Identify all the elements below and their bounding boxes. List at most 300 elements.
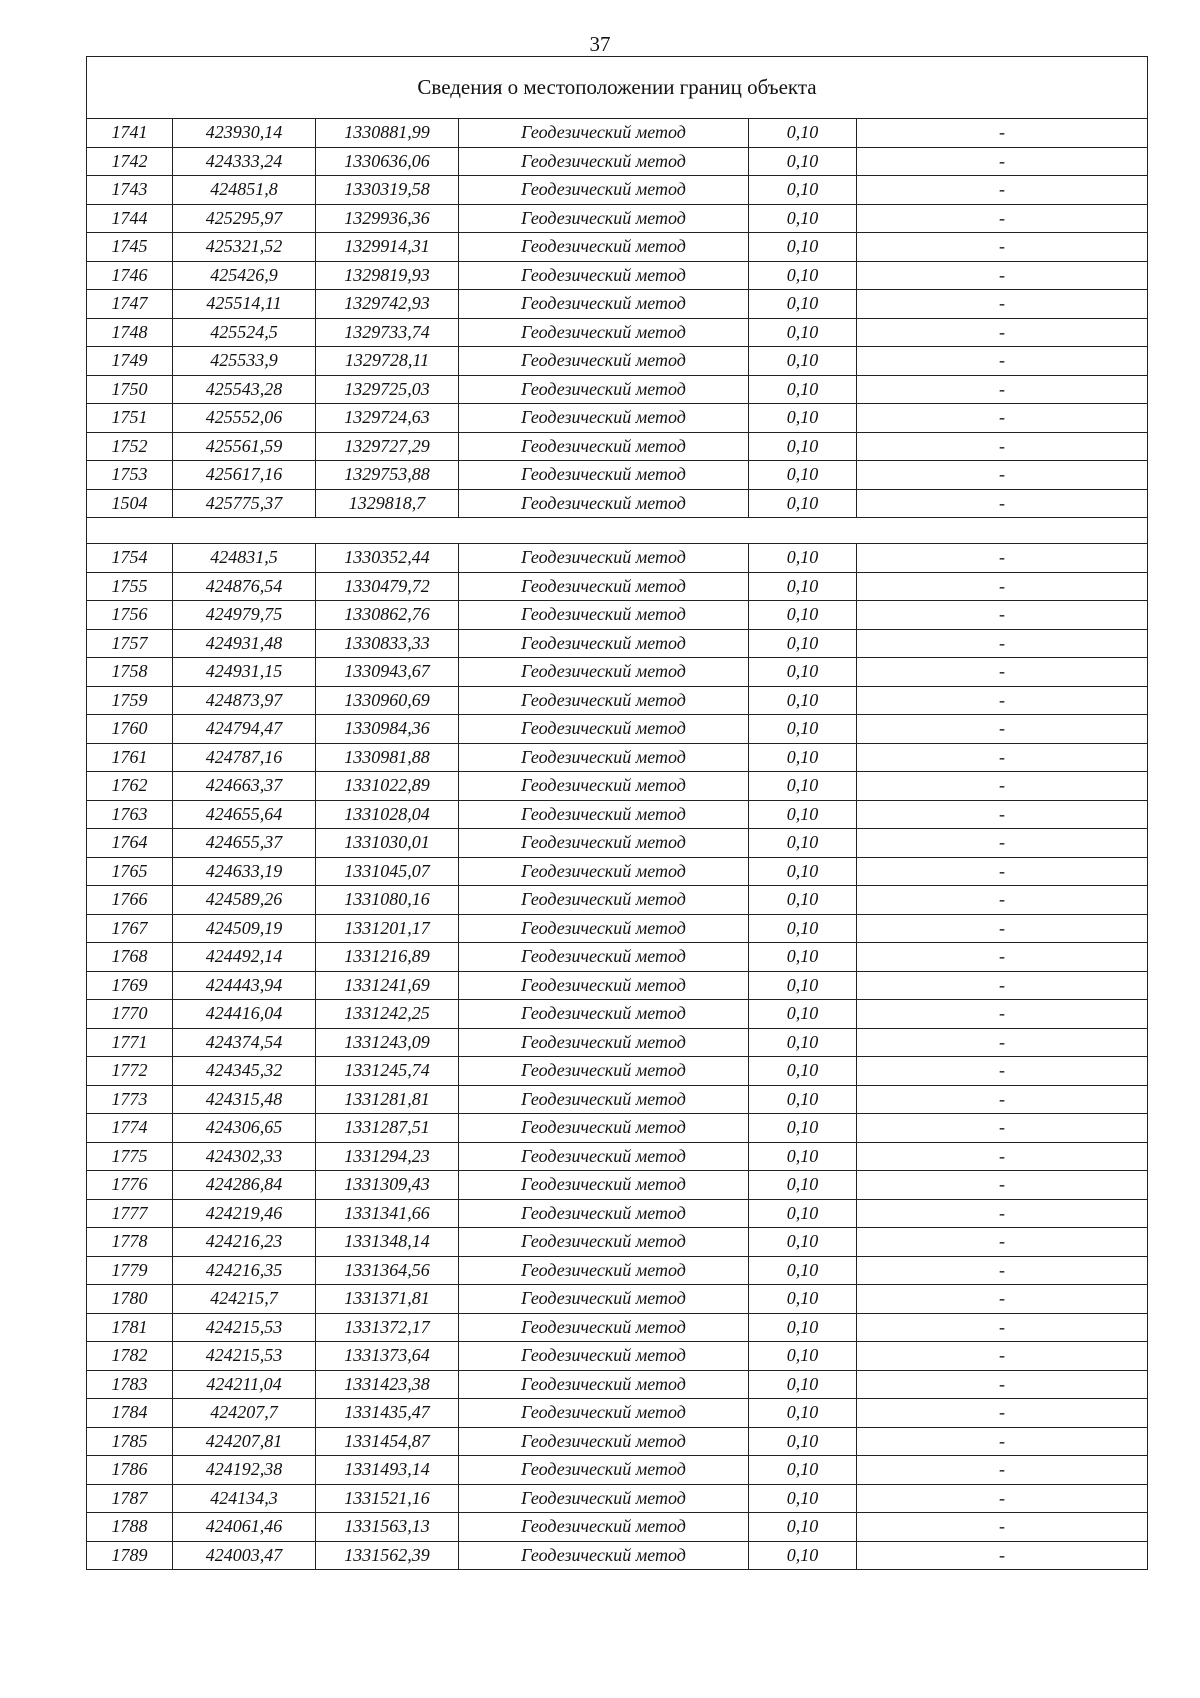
table-row bbox=[87, 204, 1148, 233]
coord-x-cell: 424374,54 bbox=[173, 1028, 316, 1057]
coord-y-cell: 1329936,36 bbox=[316, 204, 459, 233]
accuracy-cell: 0,10 bbox=[749, 290, 857, 319]
description-cell: - bbox=[857, 1028, 1148, 1057]
method-cell: Геодезический метод bbox=[459, 1057, 749, 1086]
description-cell: - bbox=[857, 461, 1148, 490]
description-cell: - bbox=[857, 743, 1148, 772]
table-row bbox=[87, 886, 1148, 915]
coord-x-cell: 424931,48 bbox=[173, 629, 316, 658]
accuracy-cell: 0,10 bbox=[749, 772, 857, 801]
description-cell: - bbox=[857, 544, 1148, 573]
point-number-cell: 1765 bbox=[87, 857, 173, 886]
coord-y-cell: 1331372,17 bbox=[316, 1313, 459, 1342]
table-row bbox=[87, 971, 1148, 1000]
description-cell: - bbox=[857, 1342, 1148, 1371]
point-number-cell: 1775 bbox=[87, 1142, 173, 1171]
point-number-cell: 1784 bbox=[87, 1399, 173, 1428]
description-cell: - bbox=[857, 1228, 1148, 1257]
coord-x-cell: 424589,26 bbox=[173, 886, 316, 915]
table-row bbox=[87, 461, 1148, 490]
method-cell: Геодезический метод bbox=[459, 1114, 749, 1143]
method-cell: Геодезический метод bbox=[459, 1342, 749, 1371]
coord-y-cell: 1329818,7 bbox=[316, 489, 459, 518]
coord-x-cell: 424633,19 bbox=[173, 857, 316, 886]
coord-x-cell: 425321,52 bbox=[173, 233, 316, 262]
coord-y-cell: 1329733,74 bbox=[316, 318, 459, 347]
point-number-cell: 1754 bbox=[87, 544, 173, 573]
coord-y-cell: 1329753,88 bbox=[316, 461, 459, 490]
accuracy-cell: 0,10 bbox=[749, 1199, 857, 1228]
method-cell: Геодезический метод bbox=[459, 1456, 749, 1485]
method-cell: Геодезический метод bbox=[459, 601, 749, 630]
accuracy-cell: 0,10 bbox=[749, 461, 857, 490]
coord-x-cell: 424663,37 bbox=[173, 772, 316, 801]
contour-separator-cell bbox=[87, 518, 1148, 544]
method-cell: Геодезический метод bbox=[459, 1313, 749, 1342]
point-number-cell: 1767 bbox=[87, 914, 173, 943]
point-number-cell: 1752 bbox=[87, 432, 173, 461]
accuracy-cell: 0,10 bbox=[749, 1541, 857, 1570]
accuracy-cell: 0,10 bbox=[749, 404, 857, 433]
point-number-cell: 1787 bbox=[87, 1484, 173, 1513]
coord-y-cell: 1330984,36 bbox=[316, 715, 459, 744]
table-row bbox=[87, 943, 1148, 972]
point-number-cell: 1742 bbox=[87, 147, 173, 176]
accuracy-cell: 0,10 bbox=[749, 829, 857, 858]
coord-x-cell: 424211,04 bbox=[173, 1370, 316, 1399]
method-cell: Геодезический метод bbox=[459, 261, 749, 290]
coord-x-cell: 424931,15 bbox=[173, 658, 316, 687]
accuracy-cell: 0,10 bbox=[749, 1285, 857, 1314]
table-row bbox=[87, 1256, 1148, 1285]
coord-y-cell: 1331201,17 bbox=[316, 914, 459, 943]
description-cell: - bbox=[857, 261, 1148, 290]
method-cell: Геодезический метод bbox=[459, 318, 749, 347]
page-number: 37 bbox=[589, 32, 611, 56]
method-cell: Геодезический метод bbox=[459, 1484, 749, 1513]
point-number-cell: 1782 bbox=[87, 1342, 173, 1371]
coord-y-cell: 1329914,31 bbox=[316, 233, 459, 262]
coord-y-cell: 1331045,07 bbox=[316, 857, 459, 886]
description-cell: - bbox=[857, 715, 1148, 744]
method-cell: Геодезический метод bbox=[459, 119, 749, 148]
coord-y-cell: 1331022,89 bbox=[316, 772, 459, 801]
description-cell: - bbox=[857, 629, 1148, 658]
method-cell: Геодезический метод bbox=[459, 1142, 749, 1171]
accuracy-cell: 0,10 bbox=[749, 147, 857, 176]
coord-x-cell: 424345,32 bbox=[173, 1057, 316, 1086]
coord-x-cell: 424302,33 bbox=[173, 1142, 316, 1171]
accuracy-cell: 0,10 bbox=[749, 857, 857, 886]
description-cell: - bbox=[857, 375, 1148, 404]
accuracy-cell: 0,10 bbox=[749, 658, 857, 687]
point-number-cell: 1749 bbox=[87, 347, 173, 376]
description-cell: - bbox=[857, 147, 1148, 176]
coord-x-cell: 424207,7 bbox=[173, 1399, 316, 1428]
description-cell: - bbox=[857, 1000, 1148, 1029]
coord-y-cell: 1331080,16 bbox=[316, 886, 459, 915]
coord-y-cell: 1330881,99 bbox=[316, 119, 459, 148]
point-number-cell: 1748 bbox=[87, 318, 173, 347]
table-row bbox=[87, 629, 1148, 658]
point-number-cell: 1751 bbox=[87, 404, 173, 433]
description-cell: - bbox=[857, 1399, 1148, 1428]
coord-y-cell: 1331521,16 bbox=[316, 1484, 459, 1513]
table-row bbox=[87, 1456, 1148, 1485]
point-number-cell: 1780 bbox=[87, 1285, 173, 1314]
coord-x-cell: 425552,06 bbox=[173, 404, 316, 433]
coord-y-cell: 1331243,09 bbox=[316, 1028, 459, 1057]
description-cell: - bbox=[857, 857, 1148, 886]
description-cell: - bbox=[857, 1541, 1148, 1570]
table-row bbox=[87, 347, 1148, 376]
table-title-row bbox=[87, 57, 1148, 119]
table-row bbox=[87, 1484, 1148, 1513]
accuracy-cell: 0,10 bbox=[749, 318, 857, 347]
point-number-cell: 1773 bbox=[87, 1085, 173, 1114]
coord-x-cell: 424831,5 bbox=[173, 544, 316, 573]
method-cell: Геодезический метод bbox=[459, 1427, 749, 1456]
coord-x-cell: 425533,9 bbox=[173, 347, 316, 376]
coord-x-cell: 424306,65 bbox=[173, 1114, 316, 1143]
accuracy-cell: 0,10 bbox=[749, 971, 857, 1000]
accuracy-cell: 0,10 bbox=[749, 1256, 857, 1285]
table-row bbox=[87, 772, 1148, 801]
table-row bbox=[87, 1342, 1148, 1371]
accuracy-cell: 0,10 bbox=[749, 943, 857, 972]
method-cell: Геодезический метод bbox=[459, 800, 749, 829]
accuracy-cell: 0,10 bbox=[749, 1171, 857, 1200]
accuracy-cell: 0,10 bbox=[749, 1399, 857, 1428]
point-number-cell: 1785 bbox=[87, 1427, 173, 1456]
coord-x-cell: 424286,84 bbox=[173, 1171, 316, 1200]
point-number-cell: 1741 bbox=[87, 119, 173, 148]
coord-y-cell: 1330943,67 bbox=[316, 658, 459, 687]
table-row bbox=[87, 658, 1148, 687]
description-cell: - bbox=[857, 1313, 1148, 1342]
accuracy-cell: 0,10 bbox=[749, 743, 857, 772]
method-cell: Геодезический метод bbox=[459, 1541, 749, 1570]
accuracy-cell: 0,10 bbox=[749, 119, 857, 148]
coord-x-cell: 424215,53 bbox=[173, 1342, 316, 1371]
coord-x-cell: 424061,46 bbox=[173, 1513, 316, 1542]
table-row bbox=[87, 1313, 1148, 1342]
coord-y-cell: 1331309,43 bbox=[316, 1171, 459, 1200]
description-cell: - bbox=[857, 1085, 1148, 1114]
table-row bbox=[87, 857, 1148, 886]
description-cell: - bbox=[857, 1114, 1148, 1143]
point-number-cell: 1769 bbox=[87, 971, 173, 1000]
accuracy-cell: 0,10 bbox=[749, 1342, 857, 1371]
coord-y-cell: 1330319,58 bbox=[316, 176, 459, 205]
table-row bbox=[87, 914, 1148, 943]
description-cell: - bbox=[857, 886, 1148, 915]
boundary-coordinates-table bbox=[86, 56, 1148, 1570]
coord-x-cell: 424416,04 bbox=[173, 1000, 316, 1029]
table-row bbox=[87, 147, 1148, 176]
description-cell: - bbox=[857, 1142, 1148, 1171]
coord-y-cell: 1331435,47 bbox=[316, 1399, 459, 1428]
table-row bbox=[87, 1513, 1148, 1542]
coord-y-cell: 1330981,88 bbox=[316, 743, 459, 772]
description-cell: - bbox=[857, 432, 1148, 461]
coord-x-cell: 425543,28 bbox=[173, 375, 316, 404]
description-cell: - bbox=[857, 1057, 1148, 1086]
table-row bbox=[87, 572, 1148, 601]
contour-separator-row bbox=[87, 518, 1148, 544]
method-cell: Геодезический метод bbox=[459, 971, 749, 1000]
point-number-cell: 1743 bbox=[87, 176, 173, 205]
method-cell: Геодезический метод bbox=[459, 347, 749, 376]
point-number-cell: 1761 bbox=[87, 743, 173, 772]
coord-x-cell: 424192,38 bbox=[173, 1456, 316, 1485]
method-cell: Геодезический метод bbox=[459, 544, 749, 573]
coord-x-cell: 424979,75 bbox=[173, 601, 316, 630]
table-row bbox=[87, 290, 1148, 319]
point-number-cell: 1768 bbox=[87, 943, 173, 972]
coord-x-cell: 424216,35 bbox=[173, 1256, 316, 1285]
point-number-cell: 1786 bbox=[87, 1456, 173, 1485]
description-cell: - bbox=[857, 772, 1148, 801]
method-cell: Геодезический метод bbox=[459, 1171, 749, 1200]
table-row bbox=[87, 829, 1148, 858]
accuracy-cell: 0,10 bbox=[749, 686, 857, 715]
accuracy-cell: 0,10 bbox=[749, 800, 857, 829]
coord-y-cell: 1329724,63 bbox=[316, 404, 459, 433]
point-number-cell: 1758 bbox=[87, 658, 173, 687]
method-cell: Геодезический метод bbox=[459, 375, 749, 404]
table-title: Сведения о местоположении границ объекта bbox=[87, 57, 1148, 119]
coord-y-cell: 1331563,13 bbox=[316, 1513, 459, 1542]
coord-x-cell: 424207,81 bbox=[173, 1427, 316, 1456]
table-row bbox=[87, 1427, 1148, 1456]
coord-y-cell: 1330479,72 bbox=[316, 572, 459, 601]
coord-x-cell: 424851,8 bbox=[173, 176, 316, 205]
description-cell: - bbox=[857, 404, 1148, 433]
description-cell: - bbox=[857, 1171, 1148, 1200]
accuracy-cell: 0,10 bbox=[749, 1114, 857, 1143]
description-cell: - bbox=[857, 943, 1148, 972]
coord-y-cell: 1331028,04 bbox=[316, 800, 459, 829]
table-row bbox=[87, 489, 1148, 518]
method-cell: Геодезический метод bbox=[459, 658, 749, 687]
coord-x-cell: 425524,5 bbox=[173, 318, 316, 347]
method-cell: Геодезический метод bbox=[459, 943, 749, 972]
coord-x-cell: 424876,54 bbox=[173, 572, 316, 601]
point-number-cell: 1744 bbox=[87, 204, 173, 233]
point-number-cell: 1766 bbox=[87, 886, 173, 915]
method-cell: Геодезический метод bbox=[459, 629, 749, 658]
method-cell: Геодезический метод bbox=[459, 1399, 749, 1428]
coord-x-cell: 424655,37 bbox=[173, 829, 316, 858]
coord-x-cell: 424134,3 bbox=[173, 1484, 316, 1513]
point-number-cell: 1779 bbox=[87, 1256, 173, 1285]
table-row bbox=[87, 1085, 1148, 1114]
description-cell: - bbox=[857, 829, 1148, 858]
coord-y-cell: 1330636,06 bbox=[316, 147, 459, 176]
accuracy-cell: 0,10 bbox=[749, 1370, 857, 1399]
method-cell: Геодезический метод bbox=[459, 204, 749, 233]
coord-y-cell: 1331216,89 bbox=[316, 943, 459, 972]
table-row bbox=[87, 119, 1148, 148]
point-number-cell: 1789 bbox=[87, 1541, 173, 1570]
accuracy-cell: 0,10 bbox=[749, 1000, 857, 1029]
description-cell: - bbox=[857, 658, 1148, 687]
description-cell: - bbox=[857, 347, 1148, 376]
table-row bbox=[87, 686, 1148, 715]
point-number-cell: 1759 bbox=[87, 686, 173, 715]
method-cell: Геодезический метод bbox=[459, 886, 749, 915]
description-cell: - bbox=[857, 1199, 1148, 1228]
description-cell: - bbox=[857, 1285, 1148, 1314]
coord-x-cell: 424215,7 bbox=[173, 1285, 316, 1314]
table-row bbox=[87, 261, 1148, 290]
coord-x-cell: 424873,97 bbox=[173, 686, 316, 715]
method-cell: Геодезический метод bbox=[459, 1000, 749, 1029]
coord-y-cell: 1331241,69 bbox=[316, 971, 459, 1000]
accuracy-cell: 0,10 bbox=[749, 1484, 857, 1513]
coord-y-cell: 1329728,11 bbox=[316, 347, 459, 376]
point-number-cell: 1760 bbox=[87, 715, 173, 744]
method-cell: Геодезический метод bbox=[459, 743, 749, 772]
accuracy-cell: 0,10 bbox=[749, 1028, 857, 1057]
coord-y-cell: 1329742,93 bbox=[316, 290, 459, 319]
point-number-cell: 1755 bbox=[87, 572, 173, 601]
description-cell: - bbox=[857, 971, 1148, 1000]
method-cell: Геодезический метод bbox=[459, 1028, 749, 1057]
point-number-cell: 1774 bbox=[87, 1114, 173, 1143]
coord-y-cell: 1331030,01 bbox=[316, 829, 459, 858]
table-row bbox=[87, 601, 1148, 630]
coord-x-cell: 425561,59 bbox=[173, 432, 316, 461]
description-cell: - bbox=[857, 800, 1148, 829]
method-cell: Геодезический метод bbox=[459, 461, 749, 490]
accuracy-cell: 0,10 bbox=[749, 347, 857, 376]
method-cell: Геодезический метод bbox=[459, 1228, 749, 1257]
method-cell: Геодезический метод bbox=[459, 1256, 749, 1285]
description-cell: - bbox=[857, 1370, 1148, 1399]
table-row bbox=[87, 1199, 1148, 1228]
point-number-cell: 1783 bbox=[87, 1370, 173, 1399]
coord-x-cell: 424655,64 bbox=[173, 800, 316, 829]
point-number-cell: 1762 bbox=[87, 772, 173, 801]
description-cell: - bbox=[857, 204, 1148, 233]
table-row bbox=[87, 1399, 1148, 1428]
method-cell: Геодезический метод bbox=[459, 432, 749, 461]
method-cell: Геодезический метод bbox=[459, 572, 749, 601]
coord-y-cell: 1329819,93 bbox=[316, 261, 459, 290]
description-cell: - bbox=[857, 1513, 1148, 1542]
coord-y-cell: 1331281,81 bbox=[316, 1085, 459, 1114]
description-cell: - bbox=[857, 290, 1148, 319]
table-row bbox=[87, 1228, 1148, 1257]
coord-x-cell: 424216,23 bbox=[173, 1228, 316, 1257]
coord-x-cell: 424443,94 bbox=[173, 971, 316, 1000]
method-cell: Геодезический метод bbox=[459, 147, 749, 176]
point-number-cell: 1788 bbox=[87, 1513, 173, 1542]
method-cell: Геодезический метод bbox=[459, 914, 749, 943]
accuracy-cell: 0,10 bbox=[749, 204, 857, 233]
accuracy-cell: 0,10 bbox=[749, 375, 857, 404]
accuracy-cell: 0,10 bbox=[749, 629, 857, 658]
coord-x-cell: 423930,14 bbox=[173, 119, 316, 148]
coord-y-cell: 1331364,56 bbox=[316, 1256, 459, 1285]
coord-y-cell: 1330960,69 bbox=[316, 686, 459, 715]
table-row bbox=[87, 1142, 1148, 1171]
coord-y-cell: 1329727,29 bbox=[316, 432, 459, 461]
table-row bbox=[87, 544, 1148, 573]
coord-y-cell: 1331294,23 bbox=[316, 1142, 459, 1171]
accuracy-cell: 0,10 bbox=[749, 914, 857, 943]
coord-x-cell: 425295,97 bbox=[173, 204, 316, 233]
point-number-cell: 1746 bbox=[87, 261, 173, 290]
accuracy-cell: 0,10 bbox=[749, 1085, 857, 1114]
point-number-cell: 1750 bbox=[87, 375, 173, 404]
accuracy-cell: 0,10 bbox=[749, 886, 857, 915]
accuracy-cell: 0,10 bbox=[749, 1513, 857, 1542]
description-cell: - bbox=[857, 686, 1148, 715]
coord-y-cell: 1331348,14 bbox=[316, 1228, 459, 1257]
method-cell: Геодезический метод bbox=[459, 489, 749, 518]
coord-y-cell: 1331242,25 bbox=[316, 1000, 459, 1029]
table-row bbox=[87, 318, 1148, 347]
accuracy-cell: 0,10 bbox=[749, 544, 857, 573]
point-number-cell: 1777 bbox=[87, 1199, 173, 1228]
description-cell: - bbox=[857, 176, 1148, 205]
coord-x-cell: 424315,48 bbox=[173, 1085, 316, 1114]
coord-x-cell: 425514,11 bbox=[173, 290, 316, 319]
method-cell: Геодезический метод bbox=[459, 1085, 749, 1114]
coord-x-cell: 424509,19 bbox=[173, 914, 316, 943]
point-number-cell: 1781 bbox=[87, 1313, 173, 1342]
coord-x-cell: 425775,37 bbox=[173, 489, 316, 518]
accuracy-cell: 0,10 bbox=[749, 261, 857, 290]
description-cell: - bbox=[857, 914, 1148, 943]
coord-y-cell: 1331454,87 bbox=[316, 1427, 459, 1456]
table-row bbox=[87, 1285, 1148, 1314]
coord-y-cell: 1330862,76 bbox=[316, 601, 459, 630]
method-cell: Геодезический метод bbox=[459, 176, 749, 205]
description-cell: - bbox=[857, 233, 1148, 262]
method-cell: Геодезический метод bbox=[459, 1199, 749, 1228]
coord-y-cell: 1331493,14 bbox=[316, 1456, 459, 1485]
method-cell: Геодезический метод bbox=[459, 715, 749, 744]
description-cell: - bbox=[857, 1456, 1148, 1485]
table-row bbox=[87, 1171, 1148, 1200]
point-number-cell: 1504 bbox=[87, 489, 173, 518]
method-cell: Геодезический метод bbox=[459, 1513, 749, 1542]
point-number-cell: 1745 bbox=[87, 233, 173, 262]
point-number-cell: 1771 bbox=[87, 1028, 173, 1057]
coord-y-cell: 1331341,66 bbox=[316, 1199, 459, 1228]
table-row bbox=[87, 375, 1148, 404]
description-cell: - bbox=[857, 119, 1148, 148]
table-row bbox=[87, 1028, 1148, 1057]
point-number-cell: 1747 bbox=[87, 290, 173, 319]
method-cell: Геодезический метод bbox=[459, 686, 749, 715]
coord-x-cell: 424787,16 bbox=[173, 743, 316, 772]
accuracy-cell: 0,10 bbox=[749, 1456, 857, 1485]
point-number-cell: 1770 bbox=[87, 1000, 173, 1029]
coord-y-cell: 1331287,51 bbox=[316, 1114, 459, 1143]
coord-x-cell: 424215,53 bbox=[173, 1313, 316, 1342]
coord-x-cell: 424794,47 bbox=[173, 715, 316, 744]
table-row bbox=[87, 404, 1148, 433]
coord-y-cell: 1331371,81 bbox=[316, 1285, 459, 1314]
coord-x-cell: 424333,24 bbox=[173, 147, 316, 176]
accuracy-cell: 0,10 bbox=[749, 1142, 857, 1171]
coord-y-cell: 1331373,64 bbox=[316, 1342, 459, 1371]
